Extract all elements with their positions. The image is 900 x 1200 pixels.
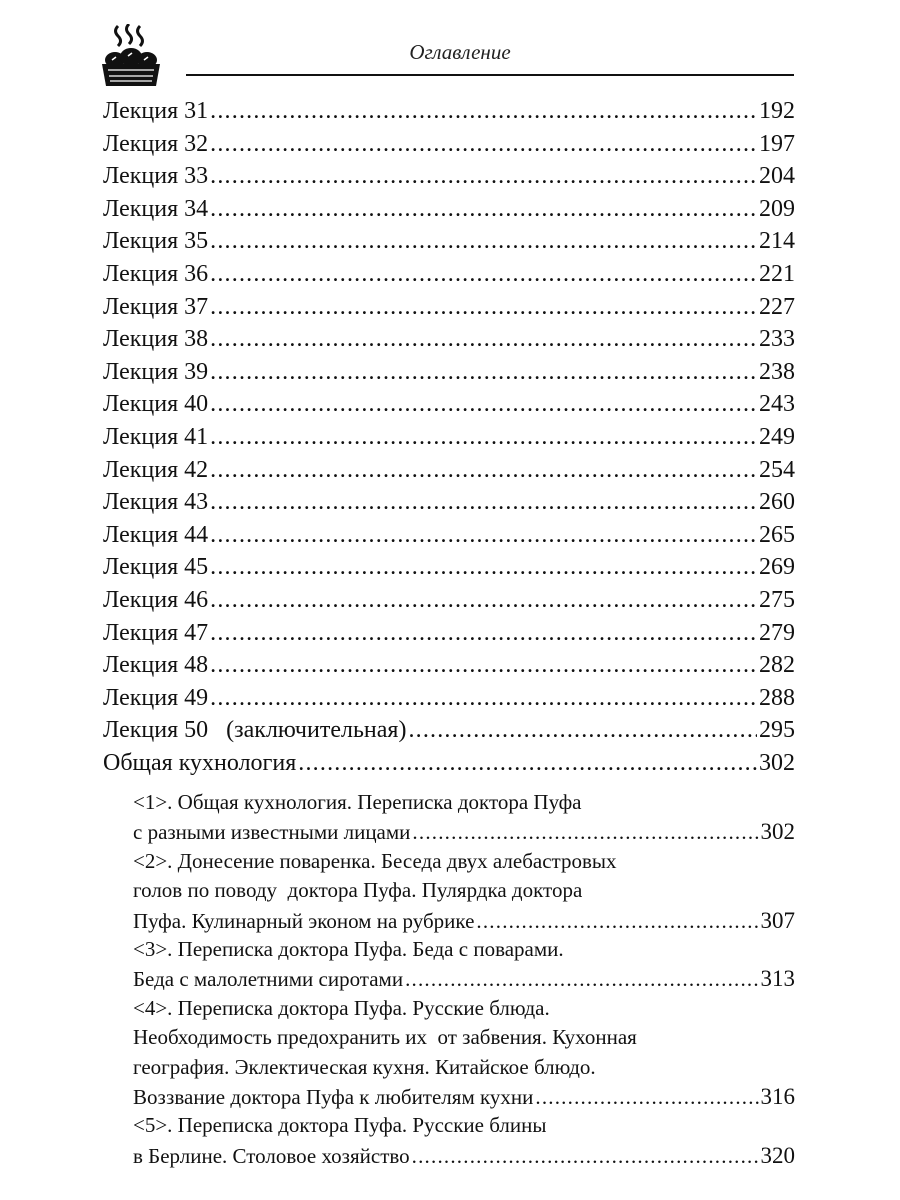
subentry-line: <1>. Общая кухнология. Переписка доктора Пуфа — [133, 790, 582, 814]
subentry-page: 313 — [760, 966, 795, 992]
subentry-line: Необходимость предохранить их от забвения. Кухонная — [133, 1025, 637, 1050]
dot-leader — [210, 160, 757, 193]
subentry-entry — [133, 817, 795, 846]
toc-entry-page: 233 — [759, 326, 795, 353]
subentry-line: голов по поводу доктора Пуфа. Пулярдка доктора — [133, 878, 583, 903]
toc-entry — [103, 682, 795, 715]
dot-leader — [535, 1083, 758, 1112]
toc-entry-label: Лекция 41 — [103, 423, 209, 450]
toc-entry-label: Общая кухнология — [103, 749, 297, 776]
toc-entry-label: Лекция 35 — [103, 228, 209, 255]
toc-entry-label: Лекция 48 — [103, 652, 209, 679]
toc-entry — [103, 584, 795, 617]
subentry-line: <5>. Переписка доктора Пуфа. Русские блины — [133, 1113, 547, 1138]
dot-leader — [210, 95, 757, 128]
toc-entry-page: 288 — [759, 684, 795, 711]
toc-entry-page: 282 — [759, 652, 795, 679]
dot-leader — [210, 649, 757, 682]
toc-entry-page: 197 — [759, 130, 795, 157]
dot-leader — [210, 617, 757, 650]
toc-entry — [103, 193, 795, 226]
dot-leader — [210, 421, 757, 454]
toc-entry-label: Лекция 39 — [103, 358, 209, 385]
dot-leader — [210, 291, 757, 324]
toc-entry-label: Лекция 47 — [103, 619, 209, 646]
toc-entry-label: Лекция 49 — [103, 684, 209, 711]
toc-entry-label: Лекция 40 — [103, 391, 209, 418]
dot-leader — [210, 128, 757, 161]
toc-entry — [103, 291, 795, 324]
toc-subentries — [133, 788, 795, 1170]
toc-entry-page: 204 — [759, 163, 795, 190]
dot-leader — [210, 258, 757, 291]
toc-entry-label: Лекция 45 — [103, 554, 209, 581]
toc-entry-page: 265 — [759, 521, 795, 548]
toc-entry — [103, 128, 795, 161]
header-divider — [186, 74, 794, 76]
dot-leader — [210, 584, 757, 617]
toc-entry — [103, 95, 795, 128]
toc-entry — [103, 356, 795, 389]
subentry-entry — [133, 964, 795, 993]
subentry-page: 320 — [760, 1142, 795, 1168]
dot-leader — [298, 747, 757, 780]
dot-leader — [412, 1142, 759, 1171]
toc-entry-page: 243 — [759, 391, 795, 418]
toc-entry-page: 227 — [759, 293, 795, 320]
subentry-line: география. Эклектическая кухня. Китайское блюдо. — [133, 1054, 596, 1079]
toc-entry-page: 302 — [759, 749, 795, 776]
toc-entry-label: Лекция 34 — [103, 195, 209, 222]
subentry-entry — [133, 1082, 795, 1111]
toc-entry — [103, 421, 795, 454]
toc-entry-label: Лекция 32 — [103, 130, 209, 157]
toc-entry-label: Лекция 36 — [103, 260, 209, 287]
toc-entry-page: 260 — [759, 489, 795, 516]
toc-entry-page: 192 — [759, 98, 795, 124]
toc-entry — [103, 551, 795, 584]
toc-entry-page: 221 — [759, 260, 795, 287]
toc-entry — [103, 258, 795, 291]
toc-entry — [103, 323, 795, 356]
subentry-page: 302 — [760, 819, 795, 845]
page-header — [0, 0, 900, 80]
dot-leader — [210, 682, 757, 715]
toc-entry-label: Лекция 31 — [103, 98, 209, 124]
dot-leader — [210, 356, 757, 389]
toc-entry-page: 269 — [759, 554, 795, 581]
toc-entry — [103, 160, 795, 193]
toc-entry — [103, 747, 795, 780]
subentry-label: в Берлине. Столовое хозяйство — [133, 1143, 410, 1168]
page-title: Оглавление — [409, 40, 511, 64]
toc-entry — [103, 617, 795, 650]
subentry-label: Пуфа. Кулинарный эконом на рубрике — [133, 908, 475, 933]
bread-basket-icon — [100, 24, 162, 90]
toc-entry-label: Лекция 43 — [103, 489, 209, 516]
toc-entry-label: Лекция 37 — [103, 293, 209, 320]
dot-leader — [408, 714, 757, 747]
toc-entry — [103, 649, 795, 682]
toc-entry-page: 214 — [759, 228, 795, 255]
dot-leader — [210, 486, 757, 519]
subentry-entry — [133, 1141, 795, 1170]
dot-leader — [412, 818, 758, 847]
toc-entry-page: 254 — [759, 456, 795, 483]
table-of-contents — [103, 95, 795, 779]
toc-entry-label: Лекция 44 — [103, 521, 209, 548]
toc-entry — [103, 454, 795, 487]
subentry-label: Воззвание доктора Пуфа к любителям кухни — [133, 1084, 534, 1109]
toc-entry-page: 238 — [759, 358, 795, 385]
dot-leader — [210, 323, 757, 356]
toc-entry — [103, 714, 795, 747]
subentry-page: 316 — [760, 1083, 795, 1109]
toc-entry-label: Лекция 42 — [103, 456, 209, 483]
dot-leader — [210, 551, 757, 584]
toc-entry-page: 275 — [759, 586, 795, 613]
toc-entry-page: 295 — [759, 717, 795, 744]
dot-leader — [210, 193, 757, 226]
dot-leader — [405, 965, 758, 994]
toc-entry-label: Лекция 50 (заключительная) — [103, 717, 407, 744]
dot-leader — [210, 454, 757, 487]
dot-leader — [210, 225, 757, 258]
toc-entry-page: 209 — [759, 195, 795, 222]
subentry-line: <4>. Переписка доктора Пуфа. Русские блюда. — [133, 995, 550, 1020]
subentry-label: Беда с малолетними сиротами — [133, 967, 404, 992]
subentry-line: <3>. Переписка доктора Пуфа. Беда с поварами. — [133, 936, 564, 961]
subentry-entry — [133, 906, 795, 935]
dot-leader — [210, 519, 757, 552]
subentry-label: с разными известными лицами — [133, 820, 411, 845]
toc-entry — [103, 388, 795, 421]
toc-entry — [103, 519, 795, 552]
toc-entry — [103, 225, 795, 258]
toc-entry — [103, 486, 795, 519]
dot-leader — [476, 907, 758, 936]
toc-entry-page: 249 — [759, 423, 795, 450]
subentry-line: <2>. Донесение поваренка. Беседа двух алебастровых — [133, 848, 617, 873]
subentry-page: 307 — [760, 907, 795, 933]
dot-leader — [210, 388, 757, 421]
toc-entry-page: 279 — [759, 619, 795, 646]
toc-entry-label: Лекция 33 — [103, 163, 209, 190]
toc-entry-label: Лекция 38 — [103, 326, 209, 353]
toc-entry-label: Лекция 46 — [103, 586, 209, 613]
